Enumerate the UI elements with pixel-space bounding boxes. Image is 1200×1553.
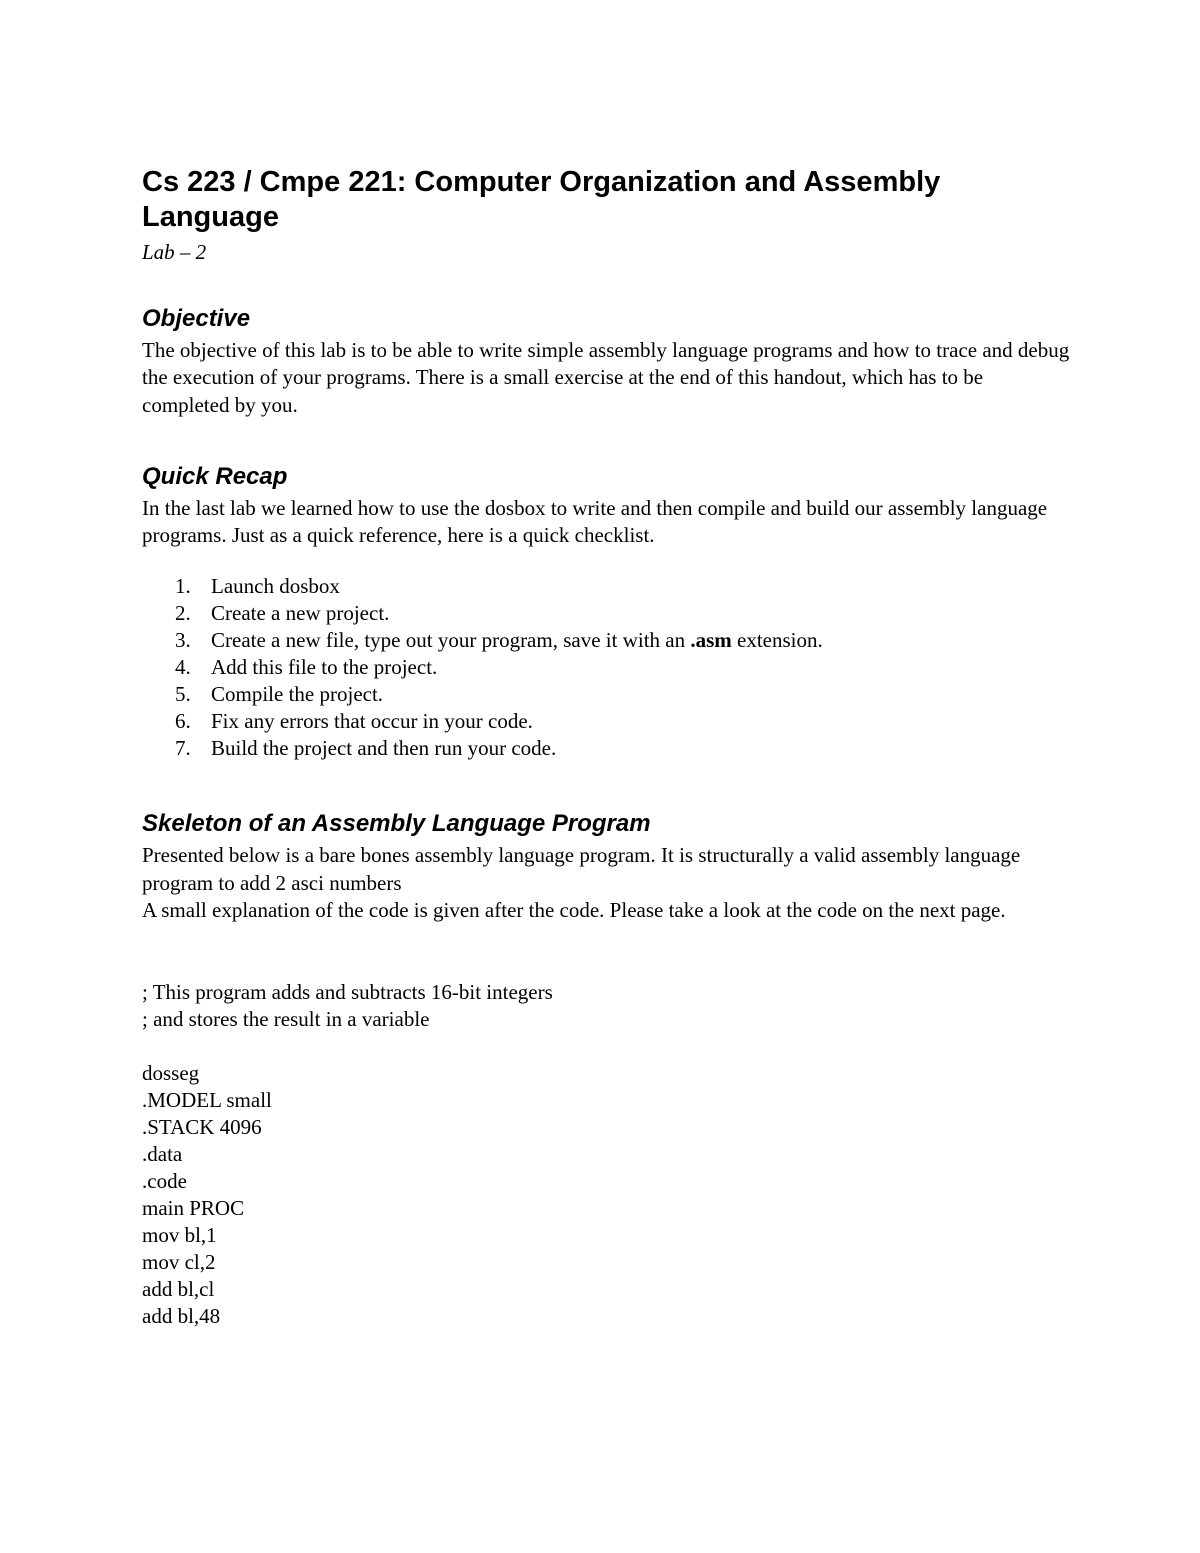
code-comment: ; and stores the result in a variable	[142, 1007, 430, 1032]
skeleton-heading: Skeleton of an Assembly Language Program	[142, 810, 651, 838]
recap-heading: Quick Recap	[142, 462, 288, 490]
list-item	[142, 573, 1072, 600]
list-item-text: Add this file to the project.	[211, 655, 438, 680]
list-item-text: Create a new project.	[211, 601, 390, 626]
code-line: .code	[142, 1169, 187, 1194]
list-item	[142, 681, 1072, 708]
code-line: add bl,48	[142, 1304, 221, 1329]
document-page	[142, 165, 1072, 1330]
objective-heading: Objective	[142, 305, 251, 332]
objective-text: The objective of this lab is to be able to write simple assembly language programs and how to trace and debug the execution of your programs. There is a small exercise at the end of this handout, which has to be completed by you.	[142, 338, 1070, 417]
code-line: .data	[142, 1142, 183, 1167]
list-item-text: Build the project and then run your code.	[211, 736, 557, 761]
code-comment: ; This program adds and subtracts 16-bit integers	[142, 980, 553, 1005]
list-item-number: 2.	[175, 601, 191, 626]
list-item	[142, 654, 1072, 681]
list-item-text-start: Create a new file, type out your program, save it with an	[211, 628, 691, 653]
code-line: add bl,cl	[142, 1277, 215, 1302]
list-item	[142, 627, 1072, 654]
lab-number: Lab – 2	[142, 240, 207, 264]
list-item-text-end: extension.	[731, 628, 823, 653]
list-item-number: 7.	[175, 736, 191, 761]
code-line: mov cl,2	[142, 1250, 216, 1275]
code-line: main PROC	[142, 1196, 245, 1221]
code-line: dosseg	[142, 1061, 200, 1086]
list-item-text: Launch dosbox	[211, 574, 340, 599]
code-blank-line	[142, 1033, 1072, 1060]
list-item-number: 3.	[175, 628, 191, 653]
skeleton-section	[142, 809, 1072, 1330]
skeleton-explanation: A small explanation of the code is given after the code. Please take a look at the code on the next page.	[142, 898, 1006, 923]
recap-text: In the last lab we learned how to use the dosbox to write and then compile and build our assembly language programs. Just as a quick reference, here is a quick checklist.	[142, 495, 1048, 548]
document-title: Cs 223 / Cmpe 221: Computer Organization and Assembly Language	[142, 166, 941, 233]
code-line: .STACK 4096	[142, 1115, 262, 1140]
objective-section	[142, 304, 1072, 419]
skeleton-intro: Presented below is a bare bones assembly language program. It is structurally a valid assembly language program to add 2 asci numbers	[142, 843, 1021, 895]
checklist	[142, 573, 1072, 762]
list-item-number: 5.	[175, 682, 191, 707]
code-line: .MODEL small	[142, 1088, 272, 1113]
code-line: mov bl,1	[142, 1223, 217, 1248]
list-item	[142, 735, 1072, 762]
code-listing	[142, 979, 1072, 1330]
list-item-text: Compile the project.	[211, 682, 384, 707]
recap-section	[142, 462, 1072, 763]
list-item-number: 1.	[175, 574, 191, 599]
list-item-number: 6.	[175, 709, 191, 734]
list-item-text: Fix any errors that occur in your code.	[211, 709, 533, 734]
list-item	[142, 600, 1072, 627]
list-item-number: 4.	[175, 655, 191, 680]
list-item	[142, 708, 1072, 735]
asm-extension: .asm	[690, 628, 732, 653]
